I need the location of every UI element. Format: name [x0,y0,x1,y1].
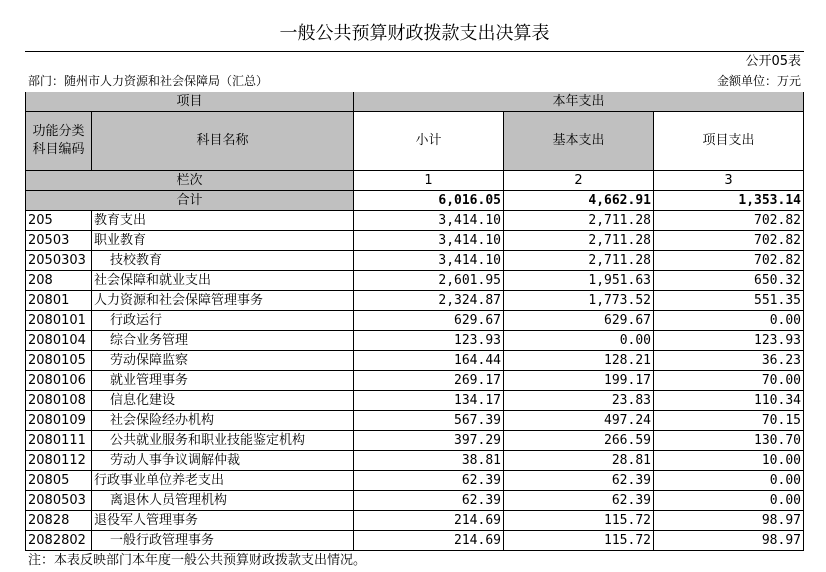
row-basic: 1,951.63 [504,271,654,291]
row-subtotal: 164.44 [354,351,504,371]
row-code: 2080101 [26,311,92,331]
row-basic: 28.81 [504,451,654,471]
row-project: 98.97 [654,531,804,551]
table-row [26,491,804,511]
row-basic: 266.59 [504,431,654,451]
row-code: 2080106 [26,371,92,391]
unit-label: 金额单位：万元 [716,74,801,88]
row-name: 劳动人事争议调解仲裁 [92,451,354,471]
row-name: 公共就业服务和职业技能鉴定机构 [92,431,354,451]
row-basic: 1,773.52 [504,291,654,311]
table-row [26,371,804,391]
row-subtotal: 214.69 [354,531,504,551]
row-subtotal: 2,324.87 [354,291,504,311]
column-label: 栏次 [26,171,354,191]
row-code: 2080503 [26,491,92,511]
row-code: 20828 [26,511,92,531]
row-subtotal: 123.93 [354,331,504,351]
row-name: 劳动保障监察 [92,351,354,371]
header-current-year: 本年支出 [354,92,804,112]
table-row [26,431,804,451]
budget-sheet [25,16,803,571]
row-code: 20503 [26,231,92,251]
table-row [26,311,804,331]
row-basic: 0.00 [504,331,654,351]
footnote: 注：本表反映部门本年度一般公共预算财政拨款支出情况。 [26,551,804,571]
header-basic: 基本支出 [504,112,654,171]
row-code: 2080109 [26,411,92,431]
total-label: 合计 [26,191,354,211]
row-project: 123.93 [654,331,804,351]
column-index-1: 1 [354,171,504,191]
header-subtotal: 小计 [354,112,504,171]
row-basic: 23.83 [504,391,654,411]
row-subtotal: 269.17 [354,371,504,391]
row-project: 650.32 [654,271,804,291]
table-row [26,471,804,491]
table-row [26,231,804,251]
header-code: 功能分类科目编码 [26,112,92,171]
row-code: 205 [26,211,92,231]
row-project: 0.00 [654,491,804,511]
row-name: 综合业务管理 [92,331,354,351]
row-code: 2080111 [26,431,92,451]
row-name: 行政运行 [92,311,354,331]
expenditure-table [25,16,804,571]
row-name: 技校教育 [92,251,354,271]
row-code: 2080112 [26,451,92,471]
row-name: 职业教育 [92,231,354,251]
table-row [26,451,804,471]
table-row [26,331,804,351]
row-name: 退役军人管理事务 [92,511,354,531]
row-subtotal: 2,601.95 [354,271,504,291]
row-subtotal: 38.81 [354,451,504,471]
table-row [26,351,804,371]
row-basic: 115.72 [504,511,654,531]
row-subtotal: 3,414.10 [354,231,504,251]
row-project: 36.23 [654,351,804,371]
header-project: 项目支出 [654,112,804,171]
row-name: 社会保障和就业支出 [92,271,354,291]
table-row [26,511,804,531]
row-project: 702.82 [654,251,804,271]
row-name: 信息化建设 [92,391,354,411]
row-code: 20801 [26,291,92,311]
row-project: 130.70 [654,431,804,451]
row-basic: 199.17 [504,371,654,391]
row-subtotal: 62.39 [354,471,504,491]
table-body [26,211,804,551]
row-basic: 629.67 [504,311,654,331]
table-row [26,211,804,231]
total-project: 1,353.14 [654,191,804,211]
row-basic: 115.72 [504,531,654,551]
row-code: 20805 [26,471,92,491]
column-index-2: 2 [504,171,654,191]
row-name: 一般行政管理事务 [92,531,354,551]
total-subtotal: 6,016.05 [354,191,504,211]
row-subtotal: 3,414.10 [354,211,504,231]
header-item: 项目 [26,92,354,112]
row-name: 离退休人员管理机构 [92,491,354,511]
row-project: 0.00 [654,311,804,331]
row-subtotal: 397.29 [354,431,504,451]
row-project: 70.00 [654,371,804,391]
header-name: 科目名称 [92,112,354,171]
row-basic: 2,711.28 [504,251,654,271]
row-code: 2082802 [26,531,92,551]
table-row [26,411,804,431]
row-subtotal: 3,414.10 [354,251,504,271]
row-name: 教育支出 [92,211,354,231]
row-basic: 62.39 [504,471,654,491]
row-project: 98.97 [654,511,804,531]
row-code: 2080108 [26,391,92,411]
row-subtotal: 134.17 [354,391,504,411]
row-basic: 128.21 [504,351,654,371]
row-basic: 2,711.28 [504,211,654,231]
row-name: 社会保险经办机构 [92,411,354,431]
row-code: 2080105 [26,351,92,371]
table-row [26,291,804,311]
row-project: 110.34 [654,391,804,411]
row-code: 2080104 [26,331,92,351]
table-row [26,391,804,411]
row-code: 2050303 [26,251,92,271]
row-project: 0.00 [654,471,804,491]
row-basic: 2,711.28 [504,231,654,251]
page-title: 一般公共预算财政拨款支出决算表 [26,17,804,52]
row-subtotal: 567.39 [354,411,504,431]
row-code: 208 [26,271,92,291]
row-subtotal: 62.39 [354,491,504,511]
row-project: 702.82 [654,231,804,251]
table-row [26,251,804,271]
row-basic: 497.24 [504,411,654,431]
total-basic: 4,662.91 [504,191,654,211]
row-subtotal: 214.69 [354,511,504,531]
column-index-3: 3 [654,171,804,191]
row-name: 行政事业单位养老支出 [92,471,354,491]
row-project: 551.35 [654,291,804,311]
table-row [26,531,804,551]
department-label: 部门：随州市人力资源和社会保障局（汇总） [28,74,269,88]
row-name: 就业管理事务 [92,371,354,391]
row-project: 10.00 [654,451,804,471]
row-project: 70.15 [654,411,804,431]
table-row [26,271,804,291]
form-code: 公开05表 [745,54,801,69]
row-project: 702.82 [654,211,804,231]
row-basic: 62.39 [504,491,654,511]
row-name: 人力资源和社会保障管理事务 [92,291,354,311]
row-subtotal: 629.67 [354,311,504,331]
